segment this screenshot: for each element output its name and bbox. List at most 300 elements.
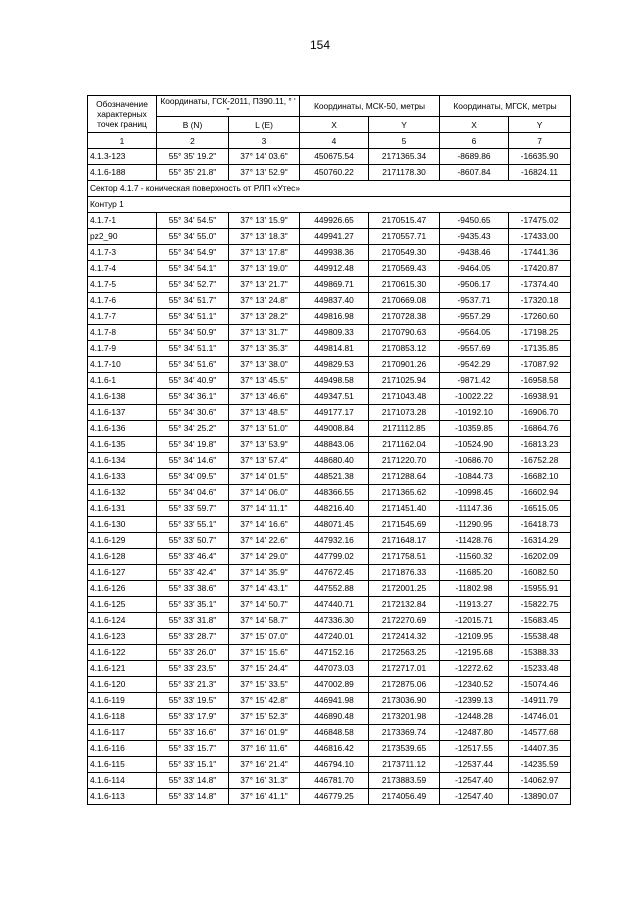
table-row [88, 245, 571, 261]
cell-mgsk-x: -11560.32 [440, 549, 509, 565]
cell-msk-y: 2171876.33 [369, 565, 440, 581]
table-row [88, 165, 571, 181]
cell-mgsk-x: -12195.68 [440, 645, 509, 661]
cell-mgsk-x: -12537.44 [440, 757, 509, 773]
table-row [88, 677, 571, 693]
cell-msk-y: 2171073.28 [369, 405, 440, 421]
cell-mgsk-x: -9557.29 [440, 309, 509, 325]
cell-mgsk-x: -12517.55 [440, 741, 509, 757]
cell-msk-x: 449938.36 [300, 245, 369, 261]
cell-msk-y: 2170790.63 [369, 325, 440, 341]
cell-designation: 4.1.6-114 [88, 773, 157, 789]
cell-mgsk-y: -16752.28 [509, 453, 571, 469]
cell-mgsk-x: -12015.71 [440, 613, 509, 629]
cell-mgsk-y: -14911.79 [509, 693, 571, 709]
cell-latitude: 55° 34' 25.2" [157, 421, 229, 437]
cell-mgsk-x: -8689.86 [440, 149, 509, 165]
cell-msk-x: 447672.45 [300, 565, 369, 581]
cell-mgsk-x: -9542.29 [440, 357, 509, 373]
cell-designation: 4.1.6-129 [88, 533, 157, 549]
table-row [88, 453, 571, 469]
cell-designation: 4.1.6-134 [88, 453, 157, 469]
cell-mgsk-x: -9450.65 [440, 213, 509, 229]
cell-latitude: 55° 35' 21.8" [157, 165, 229, 181]
cell-msk-x: 447073.03 [300, 661, 369, 677]
cell-msk-x: 448071.45 [300, 517, 369, 533]
cell-latitude: 55° 34' 19.8" [157, 437, 229, 453]
cell-latitude: 55° 33' 21.3" [157, 677, 229, 693]
cell-latitude: 55° 34' 14.6" [157, 453, 229, 469]
cell-longitude: 37° 13' 31.7" [229, 325, 300, 341]
header-b: B (N) [157, 117, 229, 133]
cell-msk-y: 2171365.34 [369, 149, 440, 165]
cell-latitude: 55° 33' 15.7" [157, 741, 229, 757]
cell-msk-y: 2171365.62 [369, 485, 440, 501]
cell-msk-y: 2172132.84 [369, 597, 440, 613]
cell-mgsk-y: -15955.91 [509, 581, 571, 597]
cell-mgsk-x: -12340.52 [440, 677, 509, 693]
cell-mgsk-x: -12448.28 [440, 709, 509, 725]
cell-longitude: 37° 14' 29.0" [229, 549, 300, 565]
cell-longitude: 37° 14' 50.7" [229, 597, 300, 613]
cell-longitude: 37° 16' 11.6" [229, 741, 300, 757]
cell-mgsk-y: -15822.75 [509, 597, 571, 613]
cell-mgsk-y: -14062.97 [509, 773, 571, 789]
cell-longitude: 37° 14' 01.5" [229, 469, 300, 485]
table-row [88, 229, 571, 245]
cell-designation: 4.1.6-117 [88, 725, 157, 741]
cell-msk-x: 448366.55 [300, 485, 369, 501]
table-row [88, 725, 571, 741]
cell-mgsk-x: -10686.70 [440, 453, 509, 469]
cell-mgsk-y: -16864.76 [509, 421, 571, 437]
cell-latitude: 55° 34' 51.1" [157, 341, 229, 357]
cell-designation: 4.1.6-127 [88, 565, 157, 581]
cell-msk-y: 2173883.59 [369, 773, 440, 789]
cell-longitude: 37° 14' 06.0" [229, 485, 300, 501]
cell-longitude: 37° 16' 31.3" [229, 773, 300, 789]
table-row [88, 261, 571, 277]
cell-designation: 4.1.6-120 [88, 677, 157, 693]
cell-msk-y: 2172875.06 [369, 677, 440, 693]
cell-latitude: 55° 33' 14.8" [157, 773, 229, 789]
cell-designation: 4.1.6-126 [88, 581, 157, 597]
header-num-2: 2 [157, 133, 229, 149]
cell-longitude: 37° 16' 21.4" [229, 757, 300, 773]
cell-msk-y: 2172001.25 [369, 581, 440, 597]
cell-latitude: 55° 34' 51.7" [157, 293, 229, 309]
cell-mgsk-x: -12399.13 [440, 693, 509, 709]
header-l: L (E) [229, 117, 300, 133]
cell-longitude: 37° 15' 07.0" [229, 629, 300, 645]
table-row [88, 325, 571, 341]
cell-latitude: 55° 34' 04.6" [157, 485, 229, 501]
cell-msk-x: 448680.40 [300, 453, 369, 469]
cell-msk-y: 2170515.47 [369, 213, 440, 229]
cell-longitude: 37° 13' 21.7" [229, 277, 300, 293]
cell-designation: 4.1.7-10 [88, 357, 157, 373]
cell-designation: 4.1.7-8 [88, 325, 157, 341]
cell-mgsk-y: -13890.07 [509, 789, 571, 805]
table-row [88, 485, 571, 501]
cell-mgsk-x: -9871.42 [440, 373, 509, 389]
cell-mgsk-y: -17087.92 [509, 357, 571, 373]
cell-latitude: 55° 33' 50.7" [157, 533, 229, 549]
cell-msk-x: 448521.38 [300, 469, 369, 485]
cell-mgsk-x: -9438.46 [440, 245, 509, 261]
cell-designation: 4.1.7-3 [88, 245, 157, 261]
cell-designation: pz2_90 [88, 229, 157, 245]
table-row [88, 373, 571, 389]
cell-latitude: 55° 33' 17.9" [157, 709, 229, 725]
cell-msk-x: 447152.16 [300, 645, 369, 661]
cell-longitude: 37° 13' 52.9" [229, 165, 300, 181]
cell-msk-x: 449941.27 [300, 229, 369, 245]
cell-longitude: 37° 14' 35.9" [229, 565, 300, 581]
cell-mgsk-y: -17441.36 [509, 245, 571, 261]
cell-latitude: 55° 35' 19.2" [157, 149, 229, 165]
page-number: 154 [309, 38, 331, 52]
cell-msk-y: 2171220.70 [369, 453, 440, 469]
cell-longitude: 37° 13' 45.5" [229, 373, 300, 389]
cell-designation: 4.1.3-123 [88, 149, 157, 165]
cell-longitude: 37° 13' 28.2" [229, 309, 300, 325]
cell-longitude: 37° 15' 42.8" [229, 693, 300, 709]
cell-longitude: 37° 13' 18.3" [229, 229, 300, 245]
cell-mgsk-y: -16813.23 [509, 437, 571, 453]
cell-designation: 4.1.6-188 [88, 165, 157, 181]
table-row [88, 693, 571, 709]
cell-longitude: 37° 14' 16.6" [229, 517, 300, 533]
cell-mgsk-x: -12547.40 [440, 789, 509, 805]
cell-mgsk-x: -8607.84 [440, 165, 509, 181]
header-msk-y: Y [369, 117, 440, 133]
header-num-7: 7 [509, 133, 571, 149]
table-row [88, 709, 571, 725]
cell-mgsk-x: -12109.95 [440, 629, 509, 645]
cell-designation: 4.1.6-122 [88, 645, 157, 661]
cell-longitude: 37° 13' 35.3" [229, 341, 300, 357]
cell-designation: 4.1.6-119 [88, 693, 157, 709]
cell-msk-x: 449177.17 [300, 405, 369, 421]
cell-mgsk-x: -10022.22 [440, 389, 509, 405]
cell-msk-x: 449829.53 [300, 357, 369, 373]
cell-mgsk-x: -12487.80 [440, 725, 509, 741]
cell-msk-x: 449816.98 [300, 309, 369, 325]
cell-msk-x: 447240.01 [300, 629, 369, 645]
cell-msk-x: 447552.88 [300, 581, 369, 597]
cell-mgsk-y: -16314.29 [509, 533, 571, 549]
cell-mgsk-x: -11290.95 [440, 517, 509, 533]
cell-latitude: 55° 33' 31.8" [157, 613, 229, 629]
cell-mgsk-y: -16682.10 [509, 469, 571, 485]
table-row [88, 341, 571, 357]
cell-longitude: 37° 15' 33.5" [229, 677, 300, 693]
cell-designation: 4.1.7-7 [88, 309, 157, 325]
cell-designation: 4.1.6-118 [88, 709, 157, 725]
cell-latitude: 55° 33' 46.4" [157, 549, 229, 565]
cell-msk-y: 2174056.49 [369, 789, 440, 805]
table-row [88, 741, 571, 757]
cell-designation: 4.1.7-6 [88, 293, 157, 309]
table-row [88, 517, 571, 533]
cell-msk-y: 2173036.90 [369, 693, 440, 709]
cell-longitude: 37° 13' 46.6" [229, 389, 300, 405]
table-row [88, 597, 571, 613]
cell-msk-y: 2172414.32 [369, 629, 440, 645]
cell-msk-x: 446941.98 [300, 693, 369, 709]
cell-longitude: 37° 16' 41.1" [229, 789, 300, 805]
cell-latitude: 55° 34' 36.1" [157, 389, 229, 405]
cell-msk-y: 2171758.51 [369, 549, 440, 565]
table-header [88, 96, 571, 149]
cell-designation: 4.1.6-121 [88, 661, 157, 677]
header-gsk: Координаты, ГСК-2011, П390.11, ° ' " [157, 96, 300, 117]
cell-longitude: 37° 13' 38.0" [229, 357, 300, 373]
cell-msk-x: 446779.25 [300, 789, 369, 805]
cell-latitude: 55° 34' 30.6" [157, 405, 229, 421]
cell-mgsk-y: -16635.90 [509, 149, 571, 165]
cell-designation: 4.1.6-137 [88, 405, 157, 421]
cell-mgsk-x: -12272.62 [440, 661, 509, 677]
cell-msk-y: 2171288.64 [369, 469, 440, 485]
cell-msk-y: 2173201.98 [369, 709, 440, 725]
table-row [88, 661, 571, 677]
cell-latitude: 55° 34' 51.1" [157, 309, 229, 325]
cell-msk-x: 447440.71 [300, 597, 369, 613]
cell-msk-y: 2173539.65 [369, 741, 440, 757]
header-mgsk-y: Y [509, 117, 571, 133]
cell-designation: 4.1.6-113 [88, 789, 157, 805]
cell-latitude: 55° 33' 16.6" [157, 725, 229, 741]
cell-mgsk-x: -10998.45 [440, 485, 509, 501]
cell-mgsk-y: -17420.87 [509, 261, 571, 277]
cell-msk-x: 447002.89 [300, 677, 369, 693]
cell-msk-y: 2170901.26 [369, 357, 440, 373]
cell-msk-y: 2172717.01 [369, 661, 440, 677]
cell-msk-y: 2170615.30 [369, 277, 440, 293]
cell-msk-y: 2172270.69 [369, 613, 440, 629]
table-row [88, 613, 571, 629]
cell-mgsk-y: -15538.48 [509, 629, 571, 645]
cell-mgsk-y: -17135.85 [509, 341, 571, 357]
cell-msk-y: 2170669.08 [369, 293, 440, 309]
cell-mgsk-x: -10524.90 [440, 437, 509, 453]
cell-msk-y: 2170728.38 [369, 309, 440, 325]
cell-designation: 4.1.6-133 [88, 469, 157, 485]
table-row [88, 629, 571, 645]
cell-longitude: 37° 13' 15.9" [229, 213, 300, 229]
cell-msk-y: 2170853.12 [369, 341, 440, 357]
cell-mgsk-y: -16938.91 [509, 389, 571, 405]
cell-msk-x: 449837.40 [300, 293, 369, 309]
header-msk-x: X [300, 117, 369, 133]
cell-msk-x: 448843.06 [300, 437, 369, 453]
cell-msk-x: 449869.71 [300, 277, 369, 293]
cell-mgsk-y: -17475.02 [509, 213, 571, 229]
header-mgsk: Координаты, МГСК, метры [440, 96, 571, 117]
cell-mgsk-y: -15074.46 [509, 677, 571, 693]
header-num-4: 4 [300, 133, 369, 149]
cell-msk-x: 447799.02 [300, 549, 369, 565]
cell-msk-x: 446848.58 [300, 725, 369, 741]
section-label: Сектор 4.1.7 - коническая поверхность от РЛП «Утес» [88, 181, 571, 197]
cell-latitude: 55° 34' 55.0" [157, 229, 229, 245]
cell-mgsk-x: -10844.73 [440, 469, 509, 485]
cell-designation: 4.1.6-130 [88, 517, 157, 533]
table-row [88, 565, 571, 581]
cell-msk-x: 446890.48 [300, 709, 369, 725]
cell-longitude: 37° 16' 01.9" [229, 725, 300, 741]
cell-designation: 4.1.6-125 [88, 597, 157, 613]
cell-mgsk-y: -17433.00 [509, 229, 571, 245]
table-row [88, 581, 571, 597]
cell-designation: 4.1.6-115 [88, 757, 157, 773]
cell-msk-x: 450675.54 [300, 149, 369, 165]
cell-longitude: 37° 14' 11.1" [229, 501, 300, 517]
cell-latitude: 55° 33' 23.5" [157, 661, 229, 677]
table-row [88, 389, 571, 405]
cell-longitude: 37° 14' 43.1" [229, 581, 300, 597]
cell-longitude: 37° 13' 48.5" [229, 405, 300, 421]
cell-msk-y: 2172563.25 [369, 645, 440, 661]
table-row [88, 789, 571, 805]
header-msk: Координаты, МСК-50, метры [300, 96, 440, 117]
cell-latitude: 55° 33' 28.7" [157, 629, 229, 645]
header-num-5: 5 [369, 133, 440, 149]
cell-designation: 4.1.7-1 [88, 213, 157, 229]
cell-mgsk-x: -9464.05 [440, 261, 509, 277]
cell-mgsk-y: -16824.11 [509, 165, 571, 181]
cell-mgsk-y: -14746.01 [509, 709, 571, 725]
cell-latitude: 55° 34' 50.9" [157, 325, 229, 341]
cell-designation: 4.1.7-4 [88, 261, 157, 277]
cell-msk-y: 2171043.48 [369, 389, 440, 405]
cell-mgsk-x: -11428.76 [440, 533, 509, 549]
header-num-3: 3 [229, 133, 300, 149]
cell-msk-y: 2173711.12 [369, 757, 440, 773]
cell-latitude: 55° 34' 54.1" [157, 261, 229, 277]
cell-designation: 4.1.6-138 [88, 389, 157, 405]
cell-mgsk-x: -10192.10 [440, 405, 509, 421]
cell-mgsk-x: -11685.20 [440, 565, 509, 581]
cell-mgsk-y: -16202.09 [509, 549, 571, 565]
table-row [88, 357, 571, 373]
cell-mgsk-y: -14577.68 [509, 725, 571, 741]
cell-latitude: 55° 34' 52.7" [157, 277, 229, 293]
table-row [88, 437, 571, 453]
cell-longitude: 37° 13' 57.4" [229, 453, 300, 469]
cell-mgsk-y: -17374.40 [509, 277, 571, 293]
cell-mgsk-y: -15388.33 [509, 645, 571, 661]
cell-msk-x: 446781.70 [300, 773, 369, 789]
cell-designation: 4.1.6-132 [88, 485, 157, 501]
table-row [88, 501, 571, 517]
cell-msk-x: 449008.84 [300, 421, 369, 437]
cell-msk-x: 449814.81 [300, 341, 369, 357]
cell-latitude: 55° 33' 42.4" [157, 565, 229, 581]
cell-longitude: 37° 13' 19.0" [229, 261, 300, 277]
cell-designation: 4.1.7-9 [88, 341, 157, 357]
table-row [88, 277, 571, 293]
cell-msk-x: 449347.51 [300, 389, 369, 405]
cell-mgsk-y: -14235.59 [509, 757, 571, 773]
cell-latitude: 55° 34' 40.9" [157, 373, 229, 389]
header-num-6: 6 [440, 133, 509, 149]
cell-mgsk-y: -17198.25 [509, 325, 571, 341]
cell-mgsk-y: -16082.50 [509, 565, 571, 581]
cell-latitude: 55° 33' 19.5" [157, 693, 229, 709]
table-row [88, 533, 571, 549]
cell-msk-x: 447336.30 [300, 613, 369, 629]
cell-latitude: 55° 34' 54.5" [157, 213, 229, 229]
cell-latitude: 55° 34' 51.6" [157, 357, 229, 373]
cell-designation: 4.1.7-5 [88, 277, 157, 293]
table-row [88, 549, 571, 565]
cell-mgsk-x: -9506.17 [440, 277, 509, 293]
coordinates-table [87, 95, 571, 805]
table-row [88, 421, 571, 437]
cell-msk-x: 449912.48 [300, 261, 369, 277]
cell-msk-y: 2171178.30 [369, 165, 440, 181]
table-row [88, 405, 571, 421]
cell-mgsk-y: -17320.18 [509, 293, 571, 309]
table-row [88, 213, 571, 229]
cell-msk-x: 449809.33 [300, 325, 369, 341]
cell-latitude: 55° 33' 15.1" [157, 757, 229, 773]
section-row [88, 181, 571, 197]
cell-designation: 4.1.6-128 [88, 549, 157, 565]
table-body [88, 149, 571, 805]
cell-longitude: 37° 15' 15.6" [229, 645, 300, 661]
cell-msk-y: 2171545.69 [369, 517, 440, 533]
cell-designation: 4.1.6-136 [88, 421, 157, 437]
cell-latitude: 55° 33' 35.1" [157, 597, 229, 613]
cell-longitude: 37° 13' 53.9" [229, 437, 300, 453]
section-label: Контур 1 [88, 197, 571, 213]
cell-latitude: 55° 34' 09.5" [157, 469, 229, 485]
table-row [88, 757, 571, 773]
cell-designation: 4.1.6-131 [88, 501, 157, 517]
header-num-1: 1 [88, 133, 157, 149]
table-row [88, 293, 571, 309]
cell-mgsk-x: -12547.40 [440, 773, 509, 789]
cell-msk-y: 2170549.30 [369, 245, 440, 261]
cell-mgsk-y: -16906.70 [509, 405, 571, 421]
cell-longitude: 37° 15' 24.4" [229, 661, 300, 677]
cell-mgsk-x: -11913.27 [440, 597, 509, 613]
table-row [88, 773, 571, 789]
table-row [88, 309, 571, 325]
cell-msk-y: 2171025.94 [369, 373, 440, 389]
cell-msk-x: 446794.10 [300, 757, 369, 773]
cell-latitude: 55° 33' 55.1" [157, 517, 229, 533]
cell-longitude: 37° 13' 51.0" [229, 421, 300, 437]
cell-msk-y: 2171112.85 [369, 421, 440, 437]
cell-mgsk-y: -17260.60 [509, 309, 571, 325]
cell-msk-y: 2171648.17 [369, 533, 440, 549]
cell-longitude: 37° 14' 03.6" [229, 149, 300, 165]
section-row [88, 197, 571, 213]
cell-designation: 4.1.6-116 [88, 741, 157, 757]
cell-mgsk-x: -9537.71 [440, 293, 509, 309]
cell-mgsk-x: -9557.69 [440, 341, 509, 357]
cell-longitude: 37° 13' 17.8" [229, 245, 300, 261]
cell-mgsk-x: -10359.85 [440, 421, 509, 437]
cell-longitude: 37° 14' 58.7" [229, 613, 300, 629]
cell-mgsk-y: -16602.94 [509, 485, 571, 501]
header-mgsk-x: X [440, 117, 509, 133]
